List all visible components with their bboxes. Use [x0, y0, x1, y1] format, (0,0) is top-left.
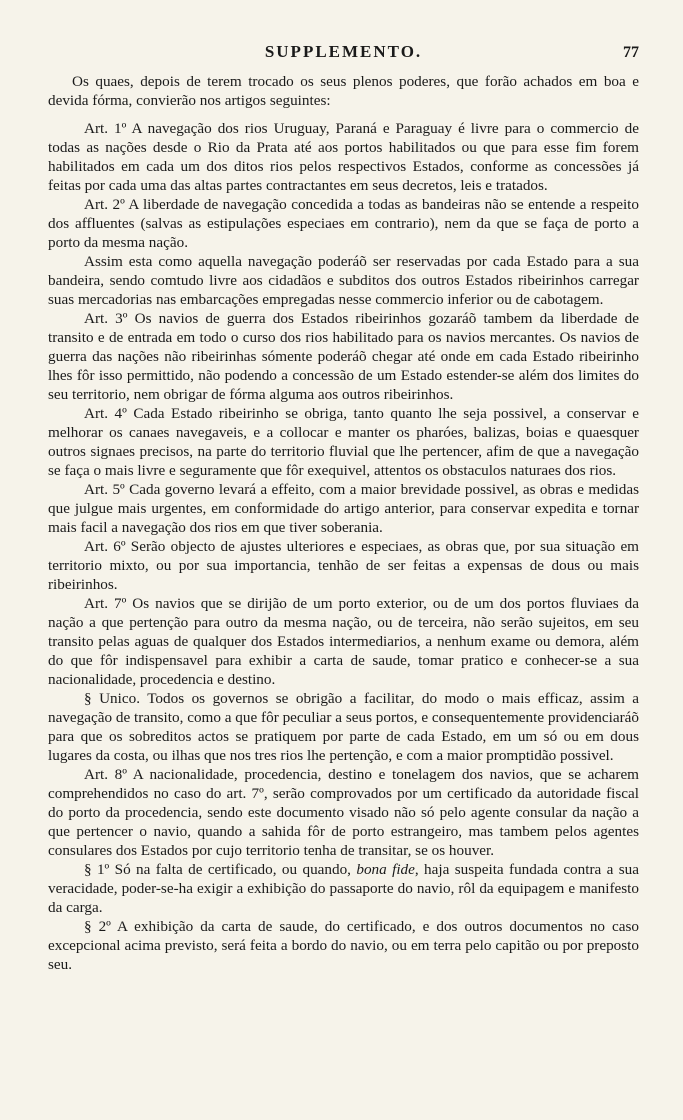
document-body: [48, 72, 639, 974]
paragraph-art-4: Art. 4º Cada Estado ribeirinho se obriga, tanto quanto lhe seja possivel, a conservar e melhorar os canaes navegaveis, e a collocar e manter os pharóes, balizas, boias e quaesquer outros signaes precisos, na parte do territorio fluvial que lhe pertencer, afim de que a navegação se faça o mais livre e seguramente que fôr exequivel, attentos os obstaculos naturaes dos rios.: [48, 405, 639, 479]
page-number: 77: [623, 44, 639, 61]
running-title: SUPPLEMENTO.: [264, 42, 423, 61]
paragraph-art-7: Art. 7º Os navios que se dirijão de um porto exterior, ou de um dos portos fluviaes da nação a que pertenção para outro da mesma nação, ou de terceira, não serão sujeitos, em seu transito pelas aguas de qualquer dos Estados intermediarios, a nenhum exame ou demora, além do que fôr indispensavel para exhibir a carta de saude, tomar pratico e conhecer-se a sua nacionalidade, procedencia e destino.: [48, 595, 639, 688]
paragraph-art-1: Art. 1º A navegação dos rios Uruguay, Paraná e Paraguay é livre para o commercio de todas as nações desde o Rio da Prata até aos portos habilitados ou que para esse fim forem habilitados em cada um dos ditos rios pelos respectivos Estados, conforme as concessões já feitas por cada uma das altas partes contractantes em seus decretos, leis e tratados.: [48, 120, 639, 194]
paragraph-art-2: Art. 2º A liberdade de navegação concedida a todas as bandeiras não se entende a respeito dos affluentes (salvas as estipulações especiaes em contrario), nem da que se faça de porto a porto da mesma nação.: [48, 196, 639, 251]
latin-phrase: bona fide: [356, 861, 415, 878]
paragraph-art-3: Art. 3º Os navios de guerra dos Estados ribeirinhos gozaráõ tambem da liberdade de transito e de entrada em todo o curso dos rios habilitado para os navios mercantes. Os navios de guerra das nações não ribeirinhas sómente poderáõ chegar até onde em cada Estado ribeirinho lhes fôr isso permittido, não podendo a concessão de um Estado estender-se além dos limites do seu territorio, nem obrigar de fórma alguma aos outros ribeirinhos.: [48, 310, 639, 403]
paragraph-art-8: Art. 8º A nacionalidade, procedencia, destino e tonelagem dos navios, que se acharem comprehendidos no caso do art. 7º, serão comprovados por um certificado da autoridade fiscal do porto da procedencia, sendo este documento visado não só pelo agente consular da nação a que pertencer o navio, quando a sahida fôr de porto estrangeiro, mas tambem pelos agentes consulares dos Estados por cujo territorio tenha de transitar, se os houver.: [48, 766, 639, 859]
paragraph-art-7-unico: § Unico. Todos os governos se obrigão a facilitar, do modo o mais efficaz, assim a navegação de transito, como a que fôr peculiar a seus portos, e consequentemente providenciaráõ para que os sobreditos actos se pratiquem por parte de cada Estado, em um só ou em dous lugares da costa, ou ilhas que nos tres rios lhe pertenção, e com a maior promptidão possivel.: [48, 690, 639, 764]
paragraph-preamble: Os quaes, depois de terem trocado os seus plenos poderes, que forão achados em boa e devida fórma, convierão nos artigos seguintes:: [48, 73, 639, 109]
page-header: [48, 42, 639, 62]
paragraph-art-5: Art. 5º Cada governo levará a effeito, com a maior brevidade possivel, as obras e medidas que julgue mais urgentes, em conformidade do artigo anterior, para conservar expedita e tornar mais facil a navegação dos rios em que tiver soberania.: [48, 481, 639, 536]
paragraph-art-2-cont: Assim esta como aquella navegação poderáõ ser reservadas por cada Estado para a sua bandeira, sendo comtudo livre aos cidadãos e subditos dos outros Estados ribeirinhos carregar suas mercadorias nas embarcações empregadas nesse commercio inferior ou de cabotagem.: [48, 253, 639, 308]
paragraph-art-6: Art. 6º Serão objecto de ajustes ulteriores e especiaes, as obras que, por sua situação em territorio mixto, ou por sua importancia, tenhão de ser feitas a expensas de dous ou mais ribeirinhos.: [48, 538, 639, 593]
paragraph-art-8-s1: § 1º Só na falta de certificado, ou quando, bona fide, haja suspeita fundada contra a sua veracidade, poder-se-ha exigir a exhibição do passaporte do navio, rôl da equipagem e manifesto da carga.: [48, 861, 639, 916]
paragraph-art-8-s2: § 2º A exhibição da carta de saude, do certificado, e dos outros documentos no caso excepcional acima previsto, será feita a bordo do navio, ou em terra pelo capitão ou por preposto seu.: [48, 918, 639, 973]
